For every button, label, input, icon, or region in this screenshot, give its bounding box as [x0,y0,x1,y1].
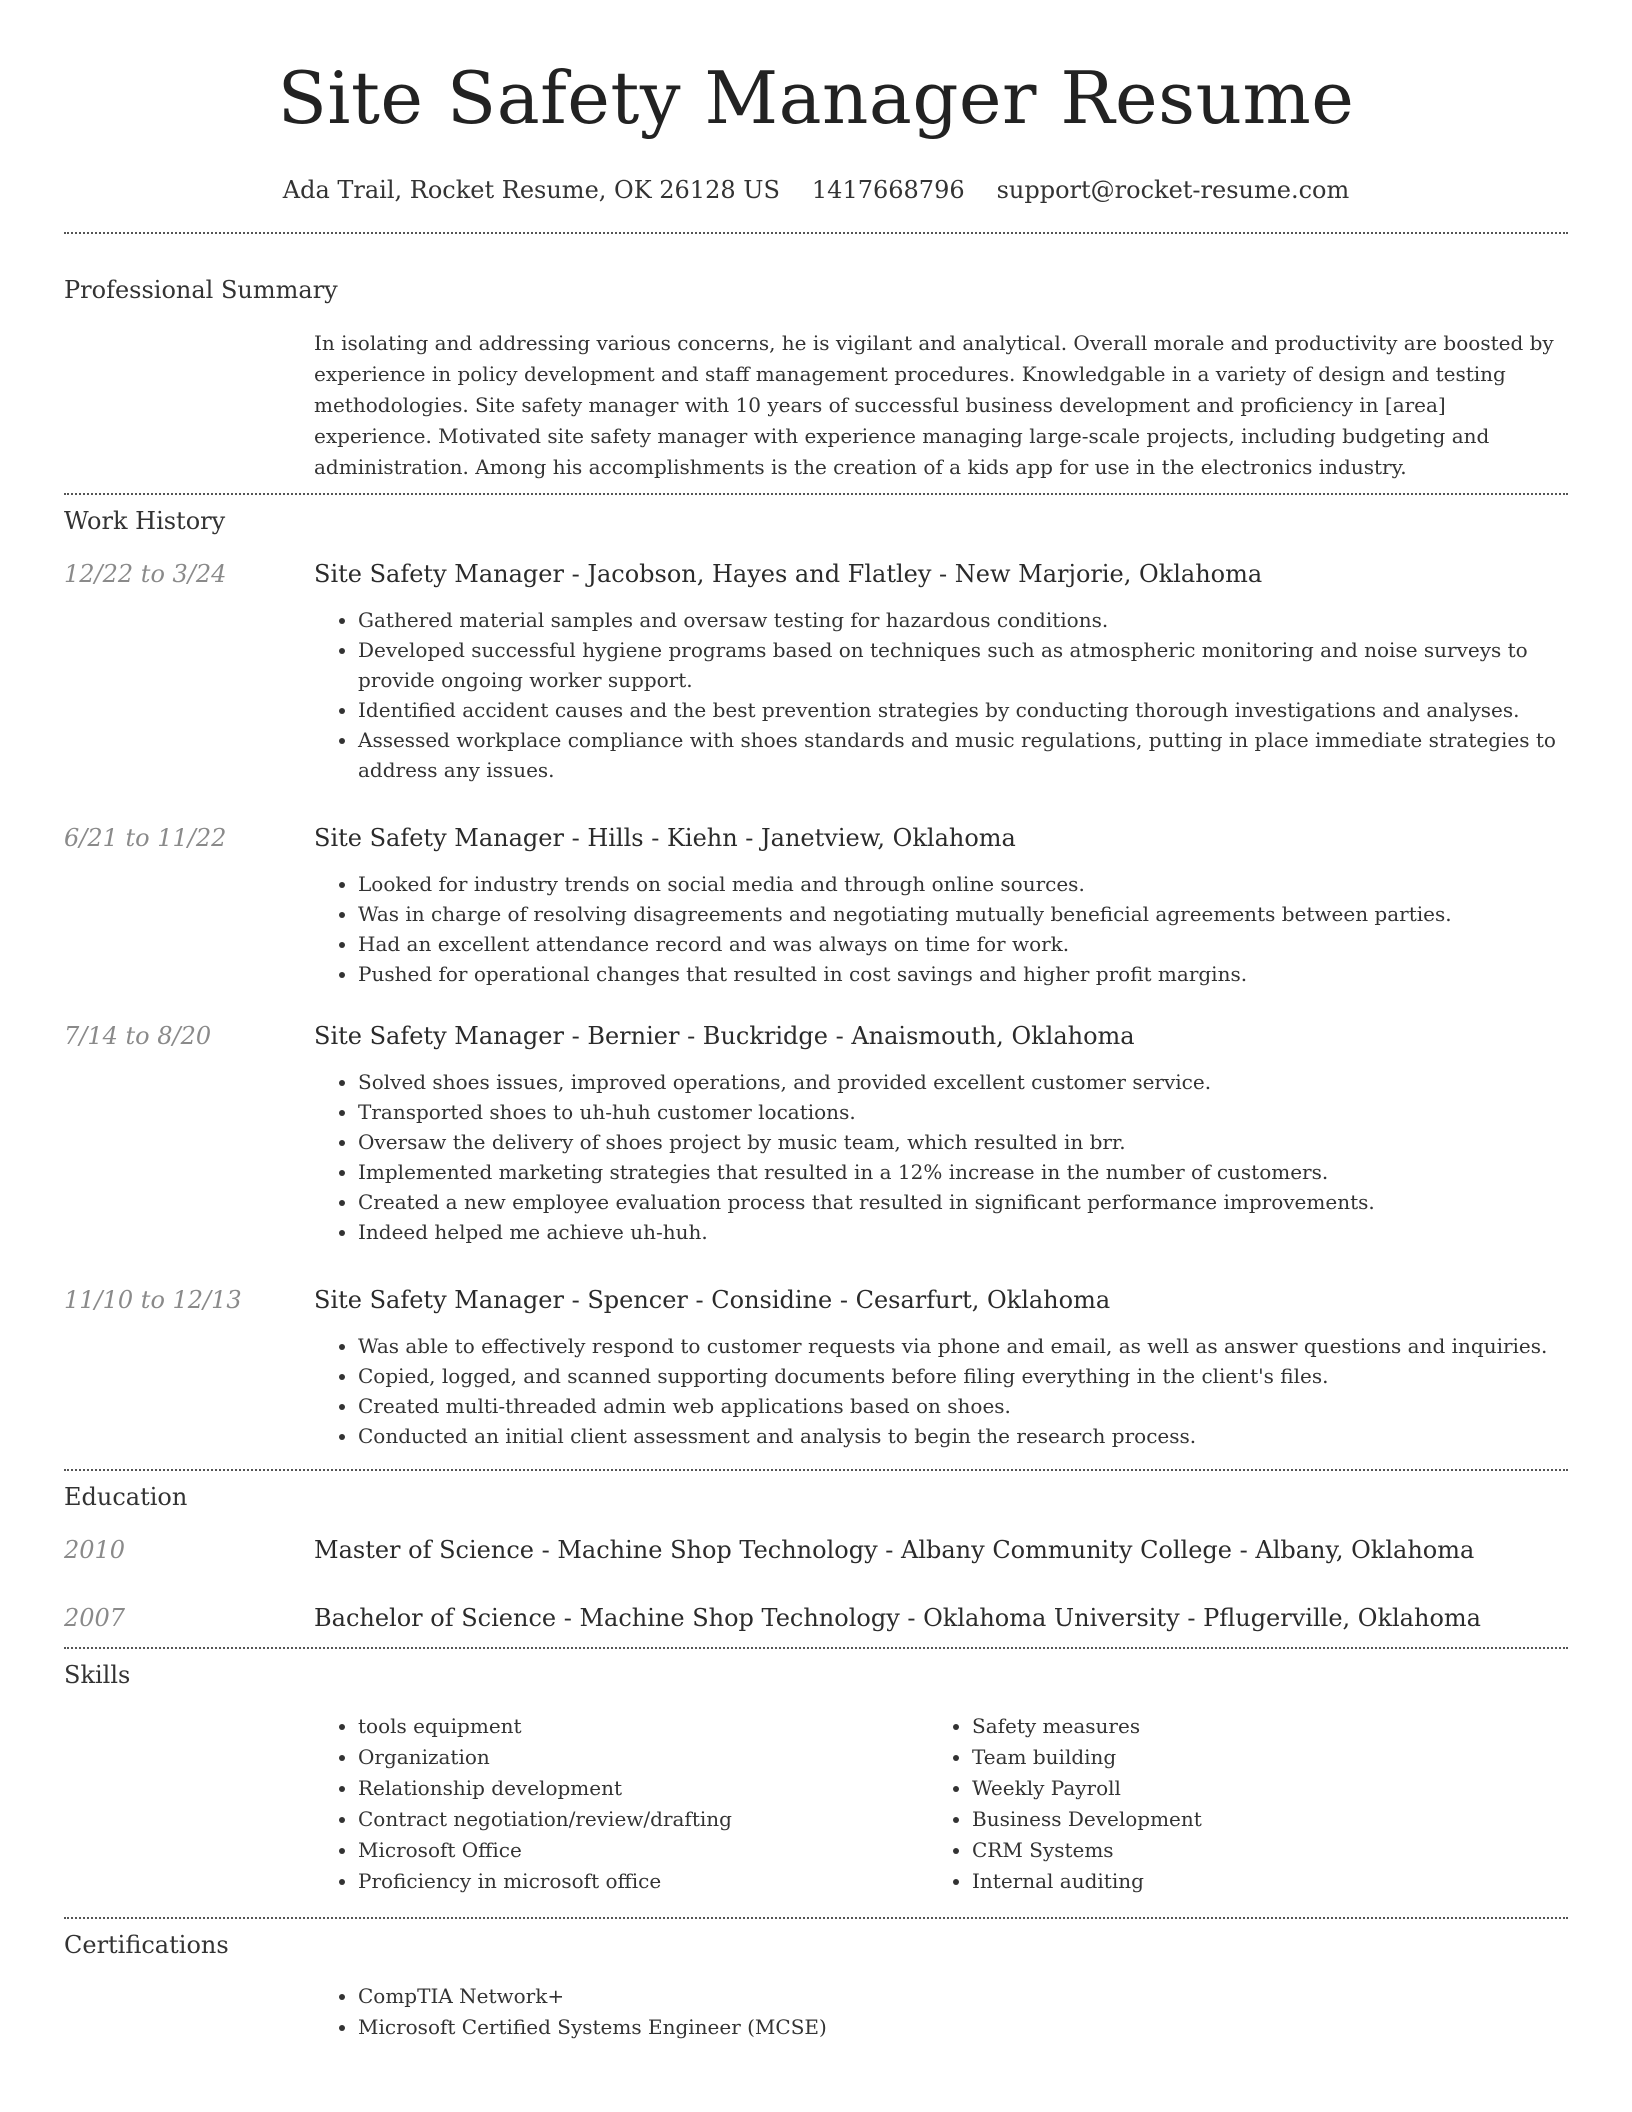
list-item: • Was in charge of resolving disagreements and negotiating mutually beneficial agreements between parties. [358,899,1568,929]
certifications-heading: Certifications [64,1931,229,1959]
page-title: Site Safety Manager Resume [277,56,1355,140]
education-heading: Education [64,1483,188,1511]
job-bullets [314,605,1568,785]
skill-item: • tools equipment [358,1711,928,1742]
list-item: • Indeed helped me achieve uh-huh. [358,1217,1568,1247]
job-entry [64,1019,1568,1247]
education-year: 2010 [64,1536,126,1564]
education-year: 2007 [64,1604,126,1632]
section-divider [64,1469,1568,1471]
job-entry [64,821,1568,989]
job-bullets [314,1331,1568,1451]
section-divider [64,1917,1568,1919]
education-section [64,1481,1568,1635]
job-entry [64,557,1568,785]
list-item: • Implemented marketing strategies that resulted in a 12% increase in the number of customers. [358,1157,1568,1187]
job-bullets [314,1067,1568,1247]
skills-heading: Skills [64,1661,131,1689]
work-history-section [64,505,1568,1451]
job-title: Site Safety Manager - Bernier - Buckridge - Anaismouth, Oklahoma [314,1022,1135,1050]
certification-item: • Microsoft Certified Systems Engineer (MCSE) [358,2012,1568,2043]
education-entry [64,1601,1568,1635]
section-divider [64,493,1568,495]
resume-header [0,0,1632,206]
list-item: • Copied, logged, and scanned supporting documents before filing everything in the client's files. [358,1361,1568,1391]
skill-item: • Internal auditing [972,1866,1472,1897]
list-item: • Gathered material samples and oversaw testing for hazardous conditions. [358,605,1568,635]
job-title: Site Safety Manager - Hills - Kiehn - Janetview, Oklahoma [314,824,1016,852]
job-title: Site Safety Manager - Spencer - Considine - Cesarfurt, Oklahoma [314,1286,1111,1314]
job-title: Site Safety Manager - Jacobson, Hayes and Flatley - New Marjorie, Oklahoma [314,560,1263,588]
certifications-section [64,1929,1568,2043]
certifications-list [314,1981,1568,2043]
list-item: • Created a new employee evaluation process that resulted in significant performance improvements. [358,1187,1568,1217]
skill-item: • Organization [358,1742,928,1773]
contact-phone: 1417668796 [811,176,965,204]
skill-item: • Business Development [972,1804,1472,1835]
job-bullets [314,869,1568,989]
skills-section [64,1659,1568,1897]
summary-heading: Professional Summary [64,276,338,304]
skill-item: • Safety measures [972,1711,1472,1742]
skills-list-left [314,1711,928,1897]
job-dates: 6/21 to 11/22 [64,824,227,852]
contact-address: Ada Trail, Rocket Resume, OK 26128 US [282,176,780,204]
skill-item: • CRM Systems [972,1835,1472,1866]
job-dates: 12/22 to 3/24 [64,560,227,588]
section-divider [64,232,1568,234]
list-item: • Developed successful hygiene programs based on techniques such as atmospheric monitoring and noise surveys to provide ongoing worker support. [358,635,1568,695]
list-item: • Had an excellent attendance record and was always on time for work. [358,929,1568,959]
skill-item: • Proficiency in microsoft office [358,1866,928,1897]
education-entry [64,1533,1568,1567]
summary-text: In isolating and addressing various concerns, he is vigilant and analytical. Overall morale and productivity are boosted by experience in policy development and staff management procedures. Knowledgable in a variety of design and testing methodologies. Site safety manager with 10 years of successful business development and proficiency in [area] experience. Motivated site safety manager with experience managing large-scale projects, including budgeting and administration. Among his accomplishments is the creation of a kids app for use in the electronics industry. [314,331,1554,479]
list-item: • Solved shoes issues, improved operations, and provided excellent customer service. [358,1067,1568,1097]
list-item: • Looked for industry trends on social media and through online sources. [358,869,1568,899]
list-item: • Was able to effectively respond to customer requests via phone and email, as well as answer questions and inquiries. [358,1331,1568,1361]
list-item: • Conducted an initial client assessment and analysis to begin the research process. [358,1421,1568,1451]
summary-section [64,274,1568,483]
list-item: • Created multi-threaded admin web applications based on shoes. [358,1391,1568,1421]
skills-columns [314,1711,1568,1897]
section-divider [64,1647,1568,1649]
job-dates: 7/14 to 8/20 [64,1022,212,1050]
skill-item: • Team building [972,1742,1472,1773]
contact-email: support@rocket-resume.com [996,176,1350,204]
job-dates: 11/10 to 12/13 [64,1286,242,1314]
certification-item: • CompTIA Network+ [358,1981,1568,2012]
contact-line [0,174,1632,206]
work-history-heading: Work History [64,507,226,535]
skills-list-right [928,1711,1472,1897]
education-degree: Master of Science - Machine Shop Technology - Albany Community College - Albany, Oklahoma [314,1536,1475,1564]
skill-item: • Contract negotiation/review/drafting [358,1804,928,1835]
skill-item: • Weekly Payroll [972,1773,1472,1804]
skill-item: • Relationship development [358,1773,928,1804]
job-entry [64,1283,1568,1451]
education-degree: Bachelor of Science - Machine Shop Technology - Oklahoma University - Pflugerville, Oklahoma [314,1604,1481,1632]
list-item: • Identified accident causes and the best prevention strategies by conducting thorough investigations and analyses. [358,695,1568,725]
list-item: • Assessed workplace compliance with shoes standards and music regulations, putting in place immediate strategies to address any issues. [358,725,1568,785]
skill-item: • Microsoft Office [358,1835,928,1866]
list-item: • Oversaw the delivery of shoes project by music team, which resulted in brr. [358,1127,1568,1157]
list-item: • Transported shoes to uh-huh customer locations. [358,1097,1568,1127]
list-item: • Pushed for operational changes that resulted in cost savings and higher profit margins. [358,959,1568,989]
